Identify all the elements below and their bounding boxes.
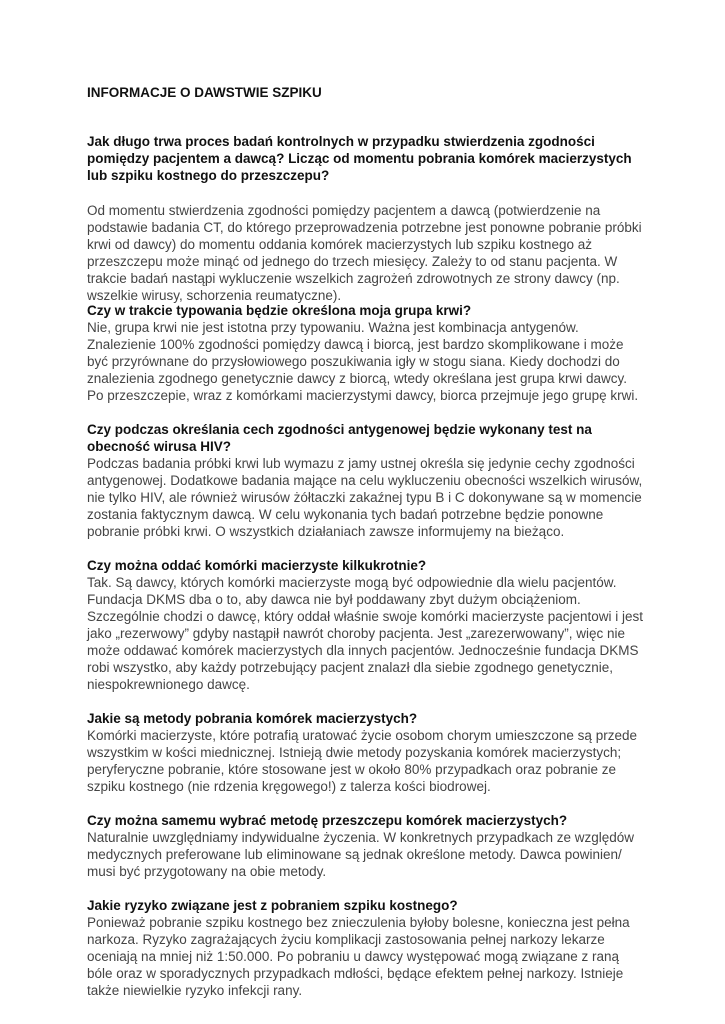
answer-line: szpiku kostnego (nie rdzenia kręgowego!) z talerza kości biodrowej. [87, 779, 491, 794]
answer-line: zostania faktycznym dawcą. W celu wykonania tych badań potrzebne będzie ponowne [87, 507, 604, 522]
answer-line: Po przeszczepie, wraz z komórkami macierzystymi dawcy, biorca przejmuje jego grupę krwi. [87, 388, 639, 403]
faq-answer [87, 727, 647, 795]
faq-item [87, 812, 647, 880]
answer-line: narkoza. Ryzyko zagrażających życiu komplikacji zastosowania pełnej narkozy lekarze [87, 932, 605, 947]
answer-line: Naturalnie uwzględniamy indywidualne życzenia. W konkretnych przypadkach ze względów [87, 830, 635, 845]
faq-question [87, 812, 647, 829]
answer-line: Od momentu stwierdzenia zgodności pomiędzy pacjentem a dawcą (potwierdzenie na [87, 203, 601, 218]
question-line: lub szpiku kostnego do przeszczepu? [87, 168, 330, 183]
question-line: Czy można samemu wybrać metodę przeszczepu komórek macierzystych? [87, 813, 568, 828]
answer-line: Fundacja DKMS dba o to, aby dawca nie był poddawany zbyt dużym obciążeniom. [87, 592, 581, 607]
intro-section [87, 133, 647, 304]
intro-question [87, 133, 647, 184]
faq-answer [87, 574, 647, 693]
faq-question [87, 302, 647, 319]
answer-line: krwi od dawcy) do momentu oddania komórek macierzystych lub szpiku kostnego aż [87, 237, 592, 252]
answer-line: Tak. Są dawcy, których komórki macierzyste mogą być odpowiednie dla wielu pacjentów. [87, 575, 617, 590]
answer-line: także niewielkie ryzyko infekcji rany. [87, 983, 303, 998]
answer-line: być przyrównane do przysłowiowego poszukiwania igły w stogu siana. Kiedy dochodzi do [87, 354, 620, 369]
faq-item [87, 557, 647, 693]
question-line: pomiędzy pacjentem a dawcą? Licząc od momentu pobrania komórek macierzystych [87, 151, 632, 166]
answer-line: nie tylko HIV, ale również wirusów żółtaczki zakaźnej typu B i C dokonywane są w momencie [87, 490, 642, 505]
faq-answer [87, 914, 647, 999]
question-line: Jakie ryzyko związane jest z pobraniem szpiku kostnego? [87, 898, 458, 913]
answer-line: Podczas badania próbki krwi lub wymazu z jamy ustnej określa się jedynie cechy zgodności [87, 456, 635, 471]
faq-answer [87, 829, 647, 880]
question-line: Czy podczas określania cech zgodności antygenowej będzie wykonany test na [87, 422, 592, 437]
answer-line: peryferyczne pobranie, które stosowane jest w około 80% przypadkach oraz pobranie ze [87, 762, 617, 777]
answer-line: Szczególnie chodzi o dawcę, który oddał właśnie swoje komórki macierzyste pacjentowi i jest [87, 609, 643, 624]
question-line: obecność wirusa HIV? [87, 439, 232, 454]
answer-line: może oddawać komórek macierzystych dla innych pacjentów. Jednocześnie fundacja DKMS [87, 643, 639, 658]
answer-line: oceniają na mniej niż 1:50.000. Po pobraniu u dawcy występować mogą związane z raną [87, 949, 620, 964]
question-line: Czy w trakcie typowania będzie określona moja grupa krwi? [87, 303, 472, 318]
faq-item [87, 710, 647, 795]
faq-item [87, 302, 647, 404]
intro-answer [87, 202, 647, 304]
faq-question [87, 557, 647, 574]
answer-line: trakcie badań nastąpi wykluczenie wszelkich zagrożeń zdrowotnych ze strony dawcy (np. [87, 271, 620, 286]
answer-line: Komórki macierzyste, które potrafią uratować życie osobom chorym umieszczone są przede [87, 728, 637, 743]
faq-question [87, 710, 647, 727]
document-title: INFORMACJE O DAWSTWIE SZPIKU [87, 85, 322, 100]
faq-list [87, 302, 647, 1016]
question-line: Czy można oddać komórki macierzyste kilkukrotnie? [87, 558, 427, 573]
faq-item [87, 421, 647, 540]
answer-line: pobranie próbki krwi. O wszystkich działaniach zawsze informujemy na bieżąco. [87, 524, 565, 539]
answer-line: Znalezienie 100% zgodności pomiędzy dawcą i biorcą, jest bardzo skomplikowane i może [87, 337, 624, 352]
answer-line: bóle oraz w sporadycznych przypadkach mdłości, będące efektem pełnej narkozy. Istnieje [87, 966, 624, 981]
answer-line: musi być przygotowany na obie metody. [87, 864, 327, 879]
answer-line: Ponieważ pobranie szpiku kostnego bez znieczulenia byłoby bolesne, konieczna jest pełna [87, 915, 630, 930]
faq-item [87, 897, 647, 999]
answer-line: znalezienia zgodnego genetycznie dawcy z biorcą, wtedy określana jest grupa krwi dawcy. [87, 371, 628, 386]
answer-line: jako „rezerwowy” gdyby nastąpił nawrót choroby pacjenta. Jest „zarezerwowany”, więc nie [87, 626, 625, 641]
question-line: Jakie są metody pobrania komórek macierzystych? [87, 711, 418, 726]
answer-line: robi wszystko, aby każdy potrzebujący pacjent znalazł dla siebie zgodnego genetycznie, [87, 660, 614, 675]
answer-line: podstawie badania CT, do którego przeprowadzenia potrzebne jest ponowne pobranie próbki [87, 220, 642, 235]
answer-line: przeszczepu może minąć od jednego do trzech miesięcy. Zależy to od stanu pacjenta. W [87, 254, 618, 269]
answer-line: wszelkie wirusy, schorzenia reumatyczne). [87, 288, 342, 303]
answer-line: wszystkim w kości miednicznej. Istnieją dwie metody pozyskania komórek macierzystych; [87, 745, 622, 760]
faq-question [87, 897, 647, 914]
answer-line: antygenowej. Dodatkowe badania mające na celu wykluczeniu obecności wszelkich wirusów, [87, 473, 643, 488]
answer-line: medycznych preferowane lub eliminowane są jednak określone metody. Dawca powinien/ [87, 847, 622, 862]
answer-line: niespokrewnionego dawcę. [87, 677, 250, 692]
question-line: Jak długo trwa proces badań kontrolnych w przypadku stwierdzenia zgodności [87, 134, 595, 149]
answer-line: Nie, grupa krwi nie jest istotna przy typowaniu. Ważna jest kombinacja antygenów. [87, 320, 579, 335]
faq-answer [87, 319, 647, 404]
faq-question [87, 421, 647, 455]
faq-answer [87, 455, 647, 540]
